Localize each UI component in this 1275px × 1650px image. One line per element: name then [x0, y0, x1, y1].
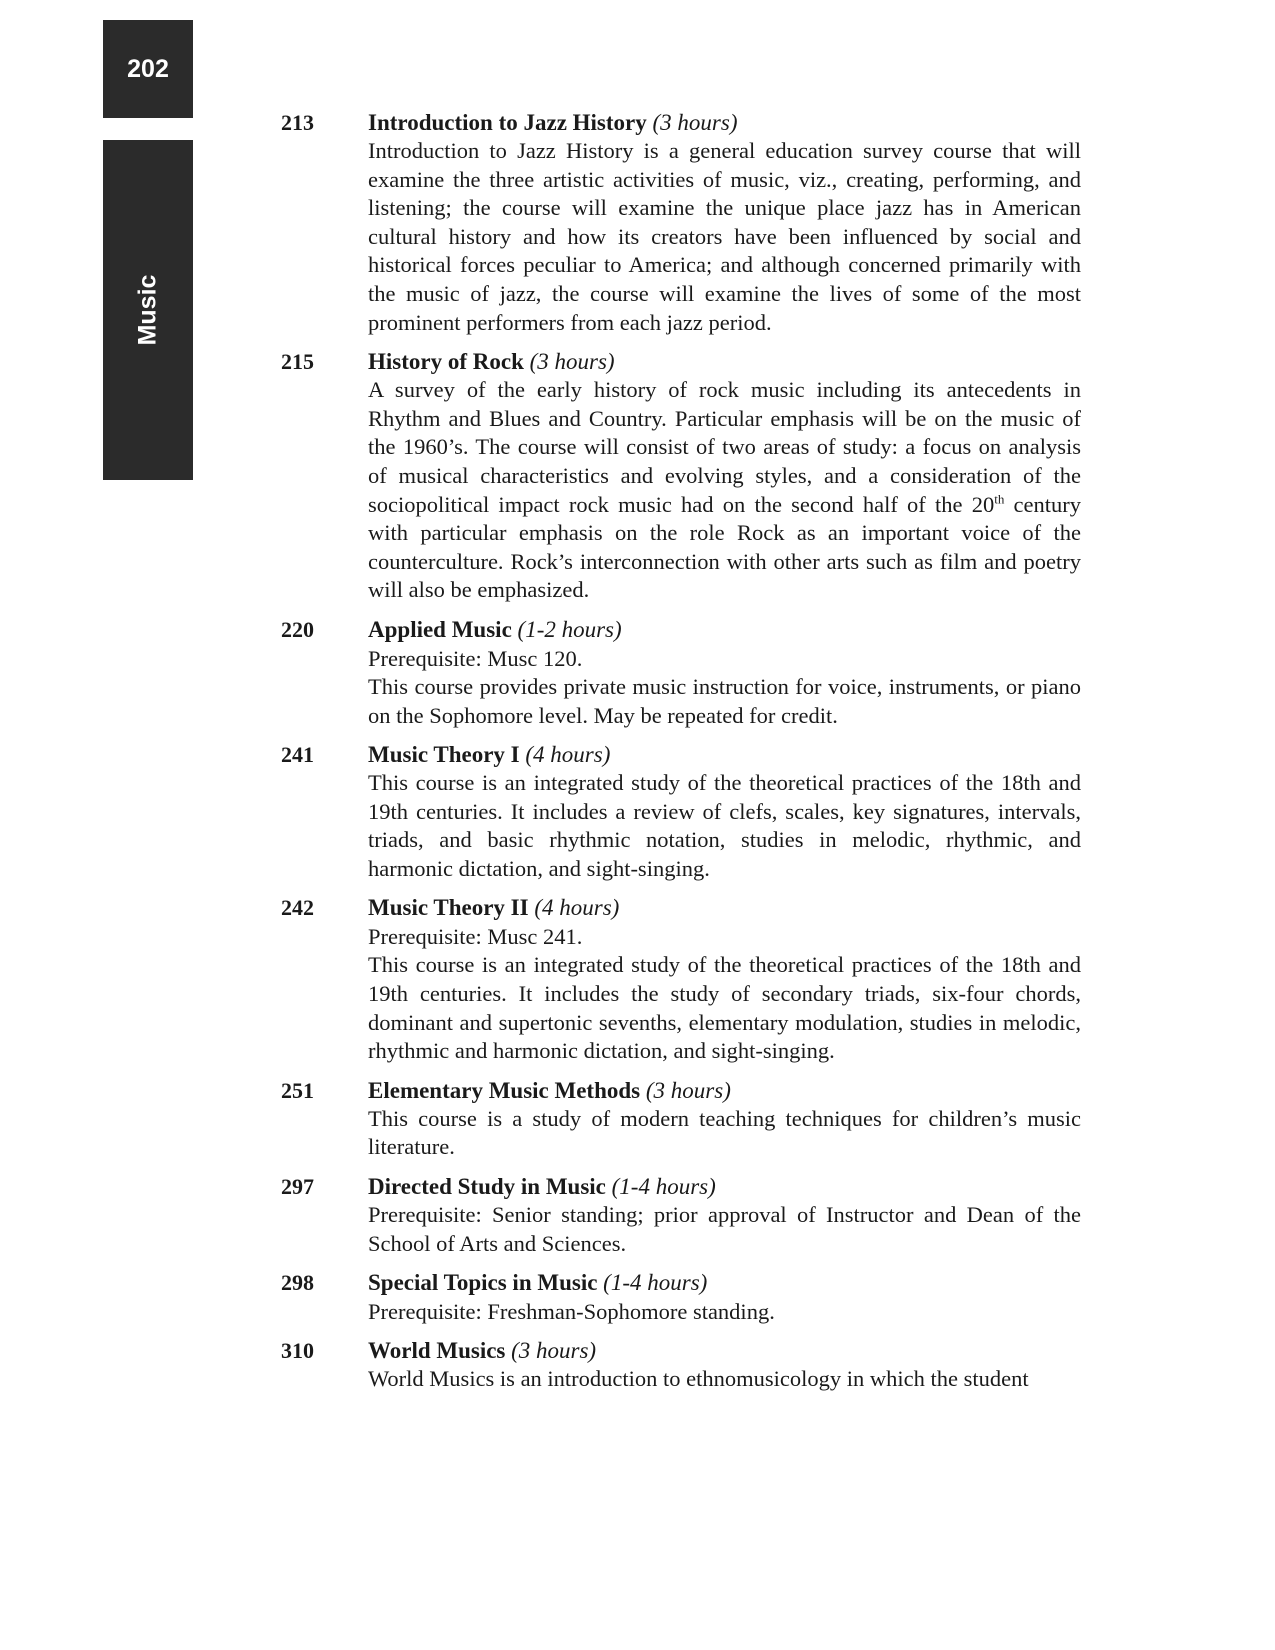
course-title: Applied Music: [368, 616, 512, 642]
course-213: [281, 108, 1081, 337]
course-hours: (3 hours): [645, 1077, 731, 1103]
course-body: [368, 1172, 1081, 1258]
course-hours: (4 hours): [525, 742, 611, 768]
course-title: Special Topics in Music: [368, 1270, 598, 1296]
section-label: Music: [133, 274, 162, 346]
course-body: [368, 1076, 1081, 1162]
course-heading: [368, 1172, 1081, 1201]
course-251: [281, 1076, 1081, 1162]
course-prerequisite: Prerequisite: Freshman-Sophomore standing.: [368, 1299, 775, 1325]
course-title: Elementary Music Methods: [368, 1077, 641, 1103]
page-number: 202: [127, 54, 169, 83]
course-body: [368, 1336, 1081, 1394]
course-heading: [368, 1076, 1081, 1105]
course-heading: [368, 108, 1081, 137]
course-number: 215: [281, 349, 314, 375]
course-number: 298: [281, 1270, 314, 1296]
course-number: 242: [281, 895, 314, 921]
course-description: World Musics is an introduction to ethnomusicology in which the student: [368, 1366, 1029, 1392]
course-heading: [368, 1268, 1081, 1297]
course-description: [368, 376, 1081, 605]
course-hours: (3 hours): [511, 1338, 597, 1364]
ordinal-superscript: th: [994, 491, 1005, 507]
course-310: [281, 1336, 1081, 1394]
course-title: World Musics: [368, 1338, 506, 1364]
course-title: History of Rock: [368, 349, 524, 375]
course-297: [281, 1172, 1081, 1258]
course-heading: [368, 740, 1081, 769]
course-hours: (1-4 hours): [611, 1174, 716, 1200]
course-prerequisite: Prerequisite: Musc 241.: [368, 924, 583, 950]
course-description: This course is an integrated study of the theoretical practices of the 18th and 19th centuries. It includes the study of secondary triads, six-four chords, dominant and supertonic sevenths, elementary modulation, studies in melodic, rhythmic and harmonic dictation, and sight-singing.: [368, 952, 1081, 1064]
course-body: [368, 893, 1081, 1065]
course-prerequisite: Prerequisite: Musc 120.: [368, 645, 583, 671]
course-title: Directed Study in Music: [368, 1174, 606, 1200]
course-body: [368, 347, 1081, 605]
course-number: 297: [281, 1174, 314, 1200]
section-tab: [103, 140, 193, 480]
course-heading: [368, 615, 1081, 644]
page-number-tab: [103, 20, 193, 118]
course-215: [281, 347, 1081, 605]
course-241: [281, 740, 1081, 883]
course-heading: [368, 1336, 1081, 1365]
course-hours: (3 hours): [652, 110, 738, 135]
course-description: This course is an integrated study of the theoretical practices of the 18th and 19th centuries. It includes a review of clefs, scales, key signatures, intervals, triads, and basic rhythmic notation, studies in melodic, rhythmic, and harmonic dictation, and sight-singing.: [368, 770, 1081, 881]
course-hours: (3 hours): [529, 349, 615, 375]
course-242: [281, 893, 1081, 1065]
course-number: 251: [281, 1077, 314, 1103]
course-number: 310: [281, 1338, 314, 1364]
course-list: [281, 108, 1081, 1404]
course-number: 241: [281, 742, 314, 768]
course-description: This course provides private music instruction for voice, instruments, or piano on the Sophomore level. May be repeated for credit.: [368, 673, 1081, 728]
course-number: 220: [281, 616, 314, 642]
course-title: Music Theory I: [368, 742, 520, 768]
course-heading: [368, 893, 1081, 922]
course-body: [368, 740, 1081, 883]
course-description: Introduction to Jazz History is a general education survey course that will examine the three artistic activities of music, viz., creating, performing, and listening; the course will examine the unique place jazz has in American cultural history and how its creators have been influenced by social and historical forces peculiar to America; and although concerned primarily with the music of jazz, the course will examine the lives of some of the most prominent performers from each jazz period.: [368, 138, 1081, 335]
description-text: century with particular emphasis on the role Rock as an important voice of the counterculture. Rock’s interconnection with other arts such as film and poetry will also be emphasized.: [368, 491, 1082, 603]
course-hours: (1-2 hours): [517, 616, 622, 642]
course-298: [281, 1268, 1081, 1326]
course-description: This course is a study of modern teaching techniques for children’s music literature.: [368, 1105, 1081, 1160]
course-number: 213: [281, 110, 314, 135]
course-title: Music Theory II: [368, 895, 529, 921]
course-hours: (1-4 hours): [603, 1270, 708, 1296]
course-title: Introduction to Jazz History: [368, 110, 647, 135]
description-text: A survey of the early history of rock music including its antecedents in Rhythm and Blues and Country. Particular emphasis will be on the music of the 1960’s. The course will consist of two areas of study: a focus on analysis of musical characteristics and evolving styles, and a consideration of the sociopolitical impact rock music had on the second half of the 20: [368, 377, 1081, 517]
course-220: [281, 615, 1081, 730]
course-prerequisite: Prerequisite: Senior standing; prior approval of Instructor and Dean of the School of Arts and Sciences.: [368, 1202, 1081, 1256]
course-heading: [368, 347, 1081, 376]
course-body: [368, 1268, 1081, 1326]
course-body: [368, 108, 1081, 337]
course-hours: (4 hours): [534, 895, 620, 921]
course-body: [368, 615, 1081, 730]
